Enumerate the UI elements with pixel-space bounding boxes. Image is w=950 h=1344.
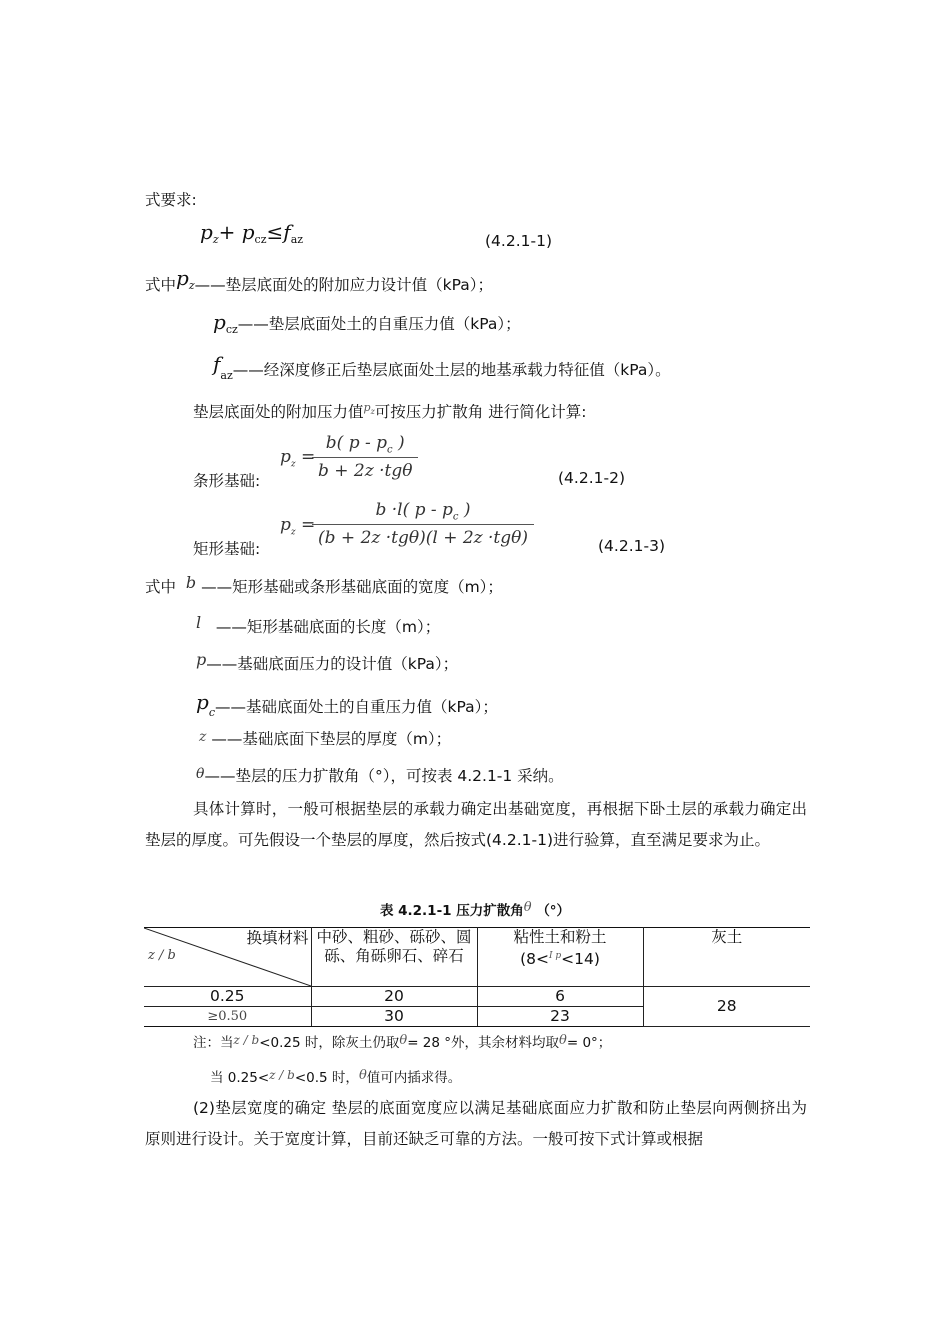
intro-text: 式要求: — [145, 191, 197, 209]
cell-clay: 23 — [477, 1007, 643, 1027]
table-corner-cell — [144, 928, 311, 987]
corner-zb-label: z / b — [148, 948, 176, 963]
cell-clay: 6 — [477, 987, 643, 1007]
corner-material-label: 换填材料 — [246, 929, 309, 947]
paragraph-width: (2)垫层宽度的确定 垫层的底面宽度应以满足基础底面应力扩散和防止垫层向两侧挤出为原则进行设计。关于宽度计算，目前还缺乏可靠的方法。一般可按下式计算或根据 — [145, 1099, 807, 1148]
cell-sand: 20 — [311, 987, 477, 1007]
table-note-2: 当 0.25<z / b<0.5 时，θ值可内插求得。 — [210, 1068, 462, 1086]
header-lime: 灰土 — [643, 928, 810, 987]
table-note-1: 注：当z / b<0.25 时，除灰土仍取θ= 28 °外，其余材料均取θ= 0°； — [193, 1033, 612, 1051]
fraction-rect: b ·l( p - $p_c$ ) (b + 2z ·tgθ)(l + 2z ·tgθ) — [312, 500, 534, 548]
table-row — [144, 987, 810, 1007]
diffusion-angle-table — [144, 927, 810, 1027]
definition-pz: 式中pz——垫层底面处的附加应力设计值（kPa）； — [145, 266, 494, 294]
table-header-row — [144, 928, 810, 987]
cell-zb: ≥0.50 — [144, 1007, 311, 1027]
equation-4-2-1-1: $p_z+ p_{cz}\le f_{az}$ — [200, 220, 304, 246]
header-sand: 中砂、粗砂、砾砂、圆砾、角砾卵石、碎石 — [311, 928, 477, 987]
strip-foundation-label: 条形基础: — [193, 472, 261, 490]
paragraph-calculation: 具体计算时，一般可根据垫层的承载力确定出基础宽度，再根据下卧土层的承载力确定出垫层的厚度。可先假设一个垫层的厚度，然后按式(4.2.1-1)进行验算，直至满足要求为止。 — [145, 800, 807, 849]
cell-zb: 0.25 — [144, 987, 311, 1007]
definition-faz: $f_{az}——$经深度修正后垫层底面处土层的地基承载力特征值（kPa）。 — [213, 352, 671, 382]
calc-intro: 垫层底面处的附加压力值$^{p_z}$可按压力扩散角 进行简化计算: — [193, 401, 587, 421]
cell-sand: 30 — [311, 1007, 477, 1027]
definition-theta: θ——垫层的压力扩散角（°），可按表 4.2.1-1 采纳。 — [196, 766, 564, 785]
rect-foundation-label: 矩形基础: — [193, 540, 261, 558]
definition-l: l ——矩形基础底面的长度（m）； — [196, 613, 441, 636]
definition-z: z ——基础底面下垫层的厚度（m）； — [199, 729, 452, 748]
definition-p: p——基础底面压力的设计值（kPa）； — [196, 650, 459, 673]
equation-number-3: (4.2.1-3) — [598, 537, 665, 555]
table-caption: 表 4.2.1-1 压力扩散角θ （°） — [379, 900, 571, 919]
definition-pc: $p_c——$基础底面处土的自重压力值（kPa）； — [196, 690, 498, 719]
cell-lime: 28 — [643, 987, 810, 1027]
equation-number-1: (4.2.1-1) — [485, 232, 552, 250]
pz-lhs-2: $p_z$ = — [280, 515, 316, 538]
header-clay: 粘性土和粉土 (8<$^{I p}$<14) — [477, 928, 643, 987]
pz-lhs-1: $p_z$ = — [280, 447, 316, 470]
fraction-strip: b( p - $p_c$ ) b + 2z ·tgθ — [312, 433, 418, 481]
equation-number-2: (4.2.1-2) — [558, 469, 625, 487]
definition-b: 式中 b ——矩形基础或条形基础底面的宽度（m）； — [145, 573, 503, 596]
definition-pcz: $p_{cz}——$垫层底面处土的自重压力值（kPa）； — [213, 310, 521, 336]
